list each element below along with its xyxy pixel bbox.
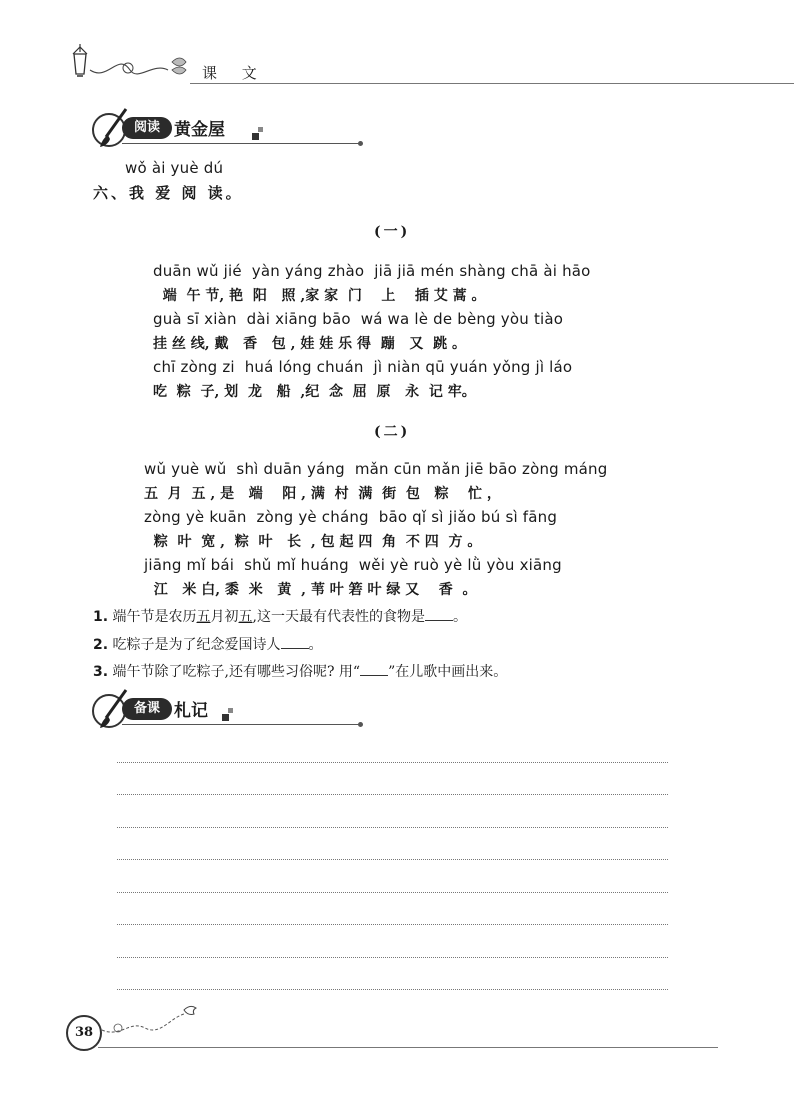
note-line bbox=[117, 859, 668, 860]
note-line bbox=[117, 762, 668, 763]
hanzi-line: 挂 丝 线, 戴 香 包 , 娃 娃 乐 得 蹦 又 跳 。 bbox=[153, 336, 466, 352]
square-mark-icon bbox=[228, 708, 233, 713]
section-title: 黄金屋 bbox=[174, 120, 225, 140]
pinyin-line: duān wǔ jié yàn yáng zhào jiā jiā mén shàng chā ài hāo bbox=[153, 262, 591, 280]
pinyin-line: zòng yè kuān zòng yè cháng bāo qǐ sì jiǎo bú sì fāng bbox=[144, 508, 558, 526]
section-rule bbox=[122, 724, 360, 725]
section-badge: 备课 bbox=[122, 698, 172, 720]
bird-vine-decoration bbox=[100, 1000, 210, 1040]
question-text: 吃粽子是为了纪念爱国诗人 bbox=[112, 637, 281, 653]
lantern-vine-decoration bbox=[68, 42, 198, 88]
pinyin-line: chī zòng zi huá lóng chuán jì niàn qū yuán yǒng jì láo bbox=[153, 358, 573, 376]
answer-blank[interactable] bbox=[425, 608, 453, 621]
square-mark-icon bbox=[252, 133, 259, 140]
question-1 bbox=[93, 606, 467, 626]
section-badge: 阅读 bbox=[122, 117, 172, 139]
poem-title: (一) bbox=[374, 224, 411, 240]
question-number: 1. bbox=[93, 609, 109, 625]
question-text: 端午节是农历 bbox=[112, 609, 197, 625]
question-number: 2. bbox=[93, 637, 109, 653]
square-mark-icon bbox=[258, 127, 263, 132]
question-emphasis: 五 bbox=[238, 609, 253, 625]
section-banner-notes bbox=[92, 694, 372, 734]
question-3 bbox=[93, 661, 507, 681]
hanzi-line: 江 米 白, 黍 米 黄 , 苇 叶 箬 叶 绿 又 香 。 bbox=[144, 582, 477, 598]
square-mark-icon bbox=[222, 714, 229, 721]
question-text: 月初 bbox=[210, 609, 239, 625]
answer-blank[interactable] bbox=[281, 636, 309, 649]
footer-rule bbox=[98, 1047, 718, 1048]
note-line bbox=[117, 892, 668, 893]
answer-blank[interactable] bbox=[360, 663, 388, 676]
exercise-pinyin: wǒ ài yuè dú bbox=[125, 159, 224, 177]
poem-title: (二) bbox=[374, 424, 411, 440]
question-text: 。 bbox=[452, 609, 467, 625]
question-text: ,这一天最有代表性的食物是 bbox=[252, 609, 425, 625]
question-text: 。 bbox=[308, 637, 323, 653]
pinyin-line: jiāng mǐ bái shǔ mǐ huáng wěi yè ruò yè lǜ yòu xiāng bbox=[144, 556, 562, 574]
question-text: 端午节除了吃粽子,还有哪些习俗呢? 用“ bbox=[112, 664, 361, 680]
rule-dot bbox=[358, 141, 363, 146]
pinyin-line: wǔ yuè wǔ shì duān yáng mǎn cūn mǎn jiē bāo zòng máng bbox=[144, 460, 608, 478]
question-text: ”在儿歌中画出来。 bbox=[388, 664, 508, 680]
page-number: 38 bbox=[66, 1015, 102, 1051]
note-line bbox=[117, 957, 668, 958]
question-2 bbox=[93, 634, 323, 654]
hanzi-line: 吃 粽 子, 划 龙 船 ,纪 念 屈 原 永 记 牢。 bbox=[153, 384, 476, 400]
hanzi-line: 五 月 五 , 是 端 阳 , 满 村 满 街 包 粽 忙 ， bbox=[144, 486, 501, 502]
header-title: 课 文 bbox=[202, 64, 267, 82]
question-emphasis: 五 bbox=[196, 609, 211, 625]
note-line bbox=[117, 989, 668, 990]
question-number: 3. bbox=[93, 664, 109, 680]
section-rule bbox=[122, 143, 360, 144]
header-rule bbox=[190, 83, 794, 84]
section-title: 札记 bbox=[174, 701, 208, 721]
rule-dot bbox=[358, 722, 363, 727]
hanzi-line: 粽 叶 宽 , 粽 叶 长 , 包 起 四 角 不 四 方 。 bbox=[144, 534, 482, 550]
note-line bbox=[117, 924, 668, 925]
exercise-heading: 六、我 爱 阅 读。 bbox=[93, 184, 244, 202]
note-line bbox=[117, 827, 668, 828]
note-line bbox=[117, 794, 668, 795]
hanzi-line: 端 午 节, 艳 阳 照 ,家 家 门 上 插 艾 蒿 。 bbox=[153, 288, 486, 304]
section-banner-reading bbox=[92, 113, 372, 153]
pinyin-line: guà sī xiàn dài xiāng bāo wá wa lè de bèng yòu tiào bbox=[153, 310, 564, 328]
